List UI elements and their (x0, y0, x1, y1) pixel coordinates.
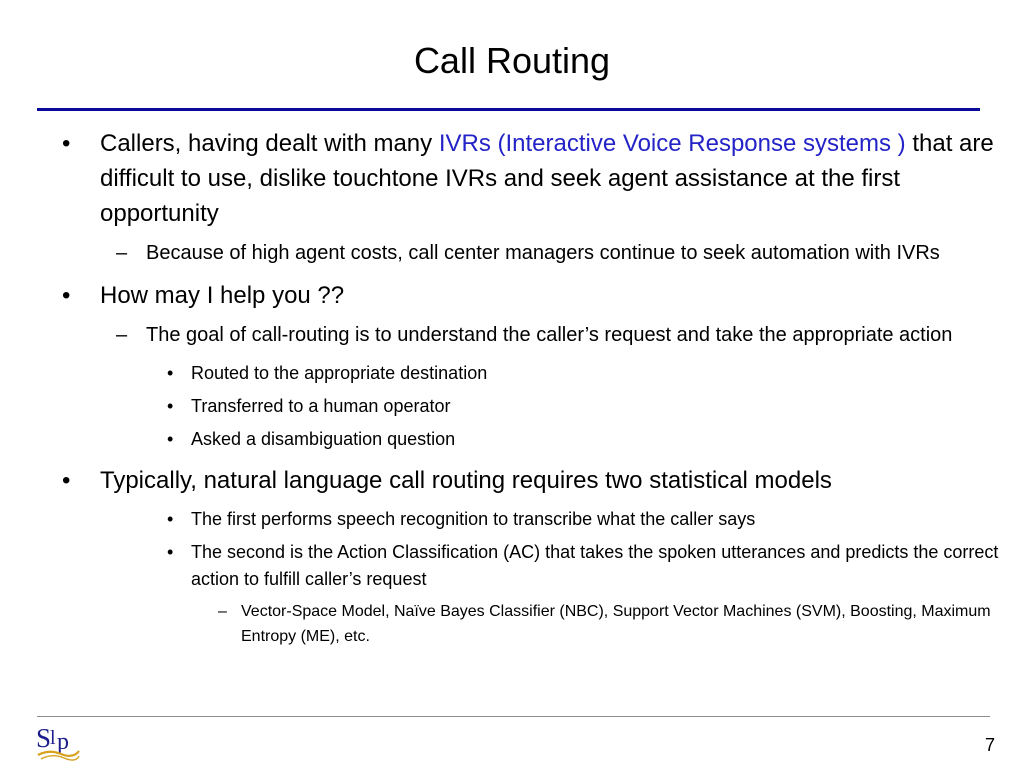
dash-icon: – (116, 242, 128, 264)
slide-content (0, 126, 1024, 655)
sub-bullet-text: Because of high agent costs, call center managers continue to seek automation with IVRs (146, 242, 940, 264)
model-text: The first performs speech recognition to transcribe what the caller says (191, 509, 756, 529)
model-item-action-classification (0, 539, 1021, 593)
bullet-text-continued: that are difficult to use, dislike touchtone IVRs and seek agent assistance at the first opportunity (100, 130, 994, 227)
bullet-callers (0, 126, 1010, 231)
title-underline (37, 108, 980, 111)
ivr-highlight: IVRs (Interactive Voice Response systems ) (438, 130, 906, 157)
slide-title: Call Routing (413, 40, 611, 81)
dash-icon: – (218, 603, 227, 620)
sub-bullet-goal (0, 321, 976, 350)
bullet-text: Callers, having dealt with many (100, 130, 439, 157)
sub-bullet-agent-costs (0, 239, 976, 268)
bullet-icon: • (62, 130, 71, 157)
action-item-routed (0, 360, 1021, 387)
action-text: Asked a disambiguation question (191, 429, 456, 449)
classifier-text: Vector-Space Model, Naïve Bayes Classifier (NBC), Support Vector Machines (SVM), Boosting, Maximum Entropy (ME), etc. (241, 603, 991, 645)
bullet-icon: • (167, 542, 174, 562)
slp-logo-icon (35, 720, 81, 764)
model-text: The second is the Action Classification (AC) that takes the spoken utterances and predicts the correct action to fulfill caller’s request (191, 542, 999, 589)
bullet-icon: • (167, 509, 174, 529)
svg-text:l: l (50, 727, 56, 749)
model-item-speech-recognition (0, 506, 1021, 533)
bullet-icon: • (62, 282, 71, 309)
bullet-icon: • (167, 396, 174, 416)
classifier-list (0, 599, 1001, 649)
svg-text:p: p (57, 729, 69, 755)
svg-text:S: S (36, 723, 52, 753)
bullet-icon: • (62, 467, 71, 494)
bullet-text: How may I help you ?? (100, 282, 345, 309)
bullet-icon: • (167, 363, 174, 383)
action-text: Routed to the appropriate destination (191, 363, 488, 383)
bullet-icon: • (167, 429, 174, 449)
page-number: 7 (984, 735, 995, 755)
action-item-transferred (0, 393, 1021, 420)
action-item-disambiguation (0, 426, 1021, 453)
action-text: Transferred to a human operator (191, 396, 451, 416)
footer-divider (37, 716, 990, 717)
dash-icon: – (116, 324, 128, 346)
bullet-text: Typically, natural language call routing requires two statistical models (100, 467, 832, 494)
bullet-statistical-models (0, 463, 1010, 498)
bullet-how-may-i-help (0, 278, 1010, 313)
sub-bullet-text: The goal of call-routing is to understand the caller’s request and take the appropriate action (146, 324, 953, 346)
